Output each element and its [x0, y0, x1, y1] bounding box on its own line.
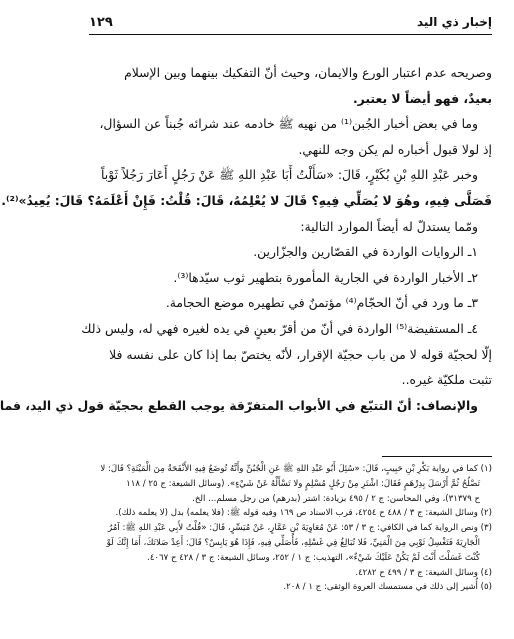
body-line: ومّما يستدلّ له أيضاً الموارد التالية: — [300, 218, 478, 234]
footnote-line: ح ٣١٣٧٩)، وفي المحاسن: ج ٢ / ٤٩٥ بزيادة: اشتر (بدرهم) من رجل مسلم... الخ. — [192, 493, 480, 504]
footnote-line: (٤) وسائل الشيعة: ج ٣ / ٤٩٩ ح ٤٢٨٢. — [355, 567, 492, 578]
body-line: إذ لولا قبول أخباره لم يكن وجه للنهي. — [298, 141, 492, 157]
footnote-line: كُنْتَ غَسَلْتَ أَنْتَ لَمْ يَكُنْ عَلَيْكَ شَيْءٌ»، التهذيب: ج ١ / ٢٥٢، وسائل الشيعة: ج ٣ / ٤٢٨ ح ٤٠٦٧. — [147, 552, 480, 563]
body-line: ٤ـ المستفيضة⁽⁵⁾ الواردة في أنّ من أقرّ بعينٍ في يده لغيره فهي له، وليس ذلك — [81, 320, 478, 336]
header-title: إخبار ذي اليد — [416, 15, 492, 29]
body-line: فَصَلَّى فِيهِ، وهُوَ لا يُصَلِّي فِيهِ؟ قَالَ لا يُعْلِمُهُ، قَالَ: قُلْتُ: فَإِنْ أَعْلَمَهُ؟ قَالَ: يُعِيدُ»⁽²⁾. — [1, 192, 492, 208]
body-line: تثبت ملكيّة غيره.. — [401, 372, 492, 388]
page-number: ١٢٩ — [89, 14, 113, 30]
body-line: وما في بعض أخبار الجُبن⁽¹⁾ من نهيه ﷺ خادمه عند شرائه جُبناً عن السؤال، — [99, 116, 478, 132]
body-line: ١ـ الروايات الواردة في القصّارين والجزّارين. — [253, 244, 478, 260]
footnote-line: (٢) وسائل الشيعة: ج ٣ / ٤٨٨ ح ٤٢٥٤، قرب الاسناد ص ١٦٩ وفيه قوله ﷺ: (فلا يعلمه) بدل (لا يعلمه ذلك). — [115, 508, 492, 519]
footnote-line: (٥) أُشير إلى ذلك في مستمسك العروة الوثقى: ج ١ / ٢٠٨. — [283, 582, 492, 593]
footnote-line: الْجَارِيَةَ فَتَغْسِلُ ثَوْبِي مِنَ الْمَنِيِّ، فَلا تُبَالِغُ فِي غَسْلِهِ، فَأُصَلِّي فِيهِ، فَإِذَا هُوَ يَابِسٌ؟ قَالَ: أَعِدْ صَلاتَكَ، أَمَا إِنَّكَ لَوْ — [106, 537, 480, 548]
footnote-divider — [382, 456, 492, 457]
footnote-line: (٣) ونص الرواية كما في الكافي: ج ٣ / ٥٣: عَنْ مُعَاوِيَةَ بْنِ عَمَّارٍ، عَنْ مُيَسِّرٍ، قَالَ: «قُلْتُ لأَبِي عَبْدِ اللهِ ﷺ: آمُرُ — [108, 523, 492, 534]
running-header — [89, 10, 492, 35]
body-line: بعيدٌ، فهو أيضاً لا يعتبر. — [352, 90, 492, 106]
body-line: وخبر عَبْدِ اللهِ بْنِ بُكَيْرٍ، قَالَ: «سَأَلْتُ أَبَا عَبْدِ اللهِ ﷺ عَنْ رَجُلٍ أَعَارَ رَجُلاً ثَوْباً — [101, 167, 478, 183]
body-line: والإنصاف: أنّ التتبّع في الأبواب المتفرّقة يوجب القطع بحجيّة قول ذي اليد، فما — [0, 397, 478, 413]
body-line: ٣ـ ما ورد في أنّ الحجّام⁽⁴⁾ مؤتمنٌ في تطهيره موضع الحجامة. — [165, 295, 478, 311]
body-line: إلّا لحجيّة قوله لا من باب حجيّة الإقرار، لأنّه يختصّ بما إذا كان على نفسه فلا — [109, 346, 492, 362]
footnote-line: تَصْلُحُ ثُمَّ أَرْسَلَ بِدِرْهَمٍ فَقَالَ: اشْتَرِ مِنْ رَجُلٍ مُسْلِمٍ ولا تَسْأَلْهُ عَنْ شَيْءٍ». (وسائل الشيعة: ج ٢٥ / ١١٨ — [126, 478, 480, 489]
footnote-line: (١) كما في رواية بَكْرِ بْنِ حَبِيبٍ، قَالَ: «سُئِلَ أَبُو عَبْدِ اللهِ ﷺ عَنِ الْجُبُنِّ وأَنَّهُ تُوضَعُ فِيهِ الأَنْفَحَةُ مِنَ الْمَيْتَةِ؟ قَالَ: لا — [100, 464, 492, 474]
main-text — [0, 60, 492, 418]
body-line: ٢ـ الأخبار الواردة في الجارية المأمورة بتطهير ثوب سيّدها⁽³⁾. — [173, 269, 478, 285]
body-line: وصريحه عدم اعتبار الورع والايمان، وحيث أنّ التفكيك بينهما وبين الإسلام — [124, 65, 492, 80]
footnotes — [91, 462, 492, 595]
